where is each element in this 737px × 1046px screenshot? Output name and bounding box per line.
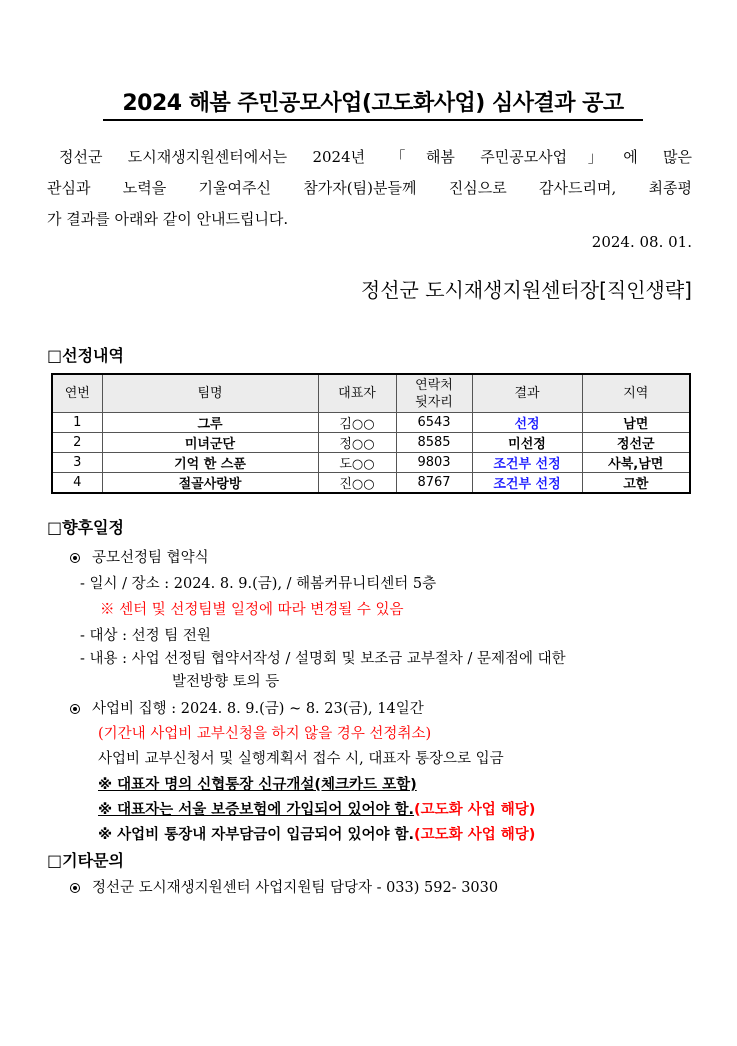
page-title: 2024 해봄 주민공모사업(고도화사업) 심사결과 공고 [103, 86, 643, 121]
intro-line-3: 가 결과를 아래와 같이 안내드립니다. [47, 210, 289, 228]
table-header-row [52, 374, 690, 413]
schedule-item-1-content: - 내용 : 사업 선정팀 협약서작성 / 설명회 및 보조금 교부절차 / 문제점에 대한 [80, 651, 566, 667]
cell-result: 조건부 선정 [472, 453, 582, 473]
circle-bullet-icon [70, 883, 80, 893]
circle-bullet-icon [70, 704, 80, 714]
cell-team: 미녀군단 [102, 433, 318, 453]
selection-table [51, 373, 691, 494]
cell-no: 2 [52, 433, 102, 453]
cell-region: 남면 [582, 413, 690, 433]
intro-line-1: 정선군 도시재생지원센터에서는 2024년 「해봄 주민공모사업」에 많은 [59, 148, 692, 166]
cell-region: 사북,남면 [582, 453, 690, 473]
table-row [52, 453, 690, 473]
cell-no: 3 [52, 453, 102, 473]
schedule-item-2-req-1: ※ 대표자 명의 신협통장 신규개설(체크카드 포함) [98, 777, 417, 793]
table-row [52, 413, 690, 433]
schedule-item-2-req-3 [98, 823, 535, 844]
issue-date: 2024. 08. 01. [591, 233, 692, 251]
circle-bullet-icon [70, 553, 80, 563]
cell-phone: 6543 [396, 413, 472, 433]
schedule-item-1-note: ※ 센터 및 선정팀별 일정에 따라 변경될 수 있음 [100, 602, 404, 618]
table-row [52, 433, 690, 453]
cell-no: 4 [52, 473, 102, 494]
cell-rep: 도○○ [318, 453, 396, 473]
contact-heading: □기타문의 [47, 851, 124, 870]
contact-text: 정선군 도시재생지원센터 사업지원팀 담당자 - 033) 592- 3030 [92, 880, 499, 896]
cell-phone: 9803 [396, 453, 472, 473]
schedule-item-1-content-cont: 발전방향 토의 등 [172, 674, 280, 690]
schedule-item-1-when: - 일시 / 장소 : 2024. 8. 9.(금), / 해봄커뮤니티센터 5층 [80, 576, 437, 592]
cell-team: 그루 [102, 413, 318, 433]
col-header-result: 결과 [472, 374, 582, 413]
cell-team: 기억 한 스푼 [102, 453, 318, 473]
col-header-team: 팀명 [102, 374, 318, 413]
table-row [52, 473, 690, 494]
cell-team: 절골사랑방 [102, 473, 318, 494]
selection-heading: □선정내역 [47, 346, 124, 365]
sender-signature: 정선군 도시재생지원센터장[직인생략] [360, 278, 692, 302]
cell-rep: 진○○ [318, 473, 396, 494]
req-3-text: ※ 사업비 통장내 자부담금이 입금되어 있어야 함. [98, 827, 415, 843]
schedule-item-1-target: - 대상 : 선정 팀 전원 [80, 628, 211, 644]
cell-result: 선정 [472, 413, 582, 433]
cell-rep: 정○○ [318, 433, 396, 453]
req-2-text: ※ 대표자는 서울 보증보험에 가입되어 있어야 함. [98, 802, 415, 818]
schedule-item-2-note: (기간내 사업비 교부신청을 하지 않을 경우 선정취소) [98, 726, 432, 742]
cell-region: 정선군 [582, 433, 690, 453]
req-3-tag: (고도화 사업 해당) [414, 827, 536, 843]
cell-phone: 8585 [396, 433, 472, 453]
schedule-item-2-req-2 [98, 798, 535, 819]
schedule-item-1-title: 공모선정팀 협약식 [92, 550, 209, 566]
cell-no: 1 [52, 413, 102, 433]
col-header-rep: 대표자 [318, 374, 396, 413]
req-2-tag: (고도화 사업 해당) [414, 802, 536, 818]
cell-region: 고한 [582, 473, 690, 494]
contact-line [70, 876, 498, 897]
col-header-no: 연번 [52, 374, 102, 413]
schedule-item-2 [70, 697, 424, 718]
col-header-region: 지역 [582, 374, 690, 413]
cell-result: 미선정 [472, 433, 582, 453]
schedule-item-2-desc: 사업비 교부신청서 및 실행계획서 접수 시, 대표자 통장으로 입금 [98, 751, 504, 767]
cell-result: 조건부 선정 [472, 473, 582, 494]
cell-rep: 김○○ [318, 413, 396, 433]
schedule-item-1 [70, 546, 209, 567]
schedule-heading: □향후일정 [47, 518, 124, 537]
intro-paragraph [47, 142, 692, 235]
cell-phone: 8767 [396, 473, 472, 494]
col-header-phone: 연락처 뒷자리 [396, 374, 472, 413]
intro-line-2: 관심과 노력을 기울여주신 참가자(팀)분들께 진심으로 감사드리며, 최종평 [47, 179, 692, 197]
schedule-item-2-title: 사업비 집행 : 2024. 8. 9.(금) ~ 8. 23(금), 14일간 [92, 701, 424, 717]
